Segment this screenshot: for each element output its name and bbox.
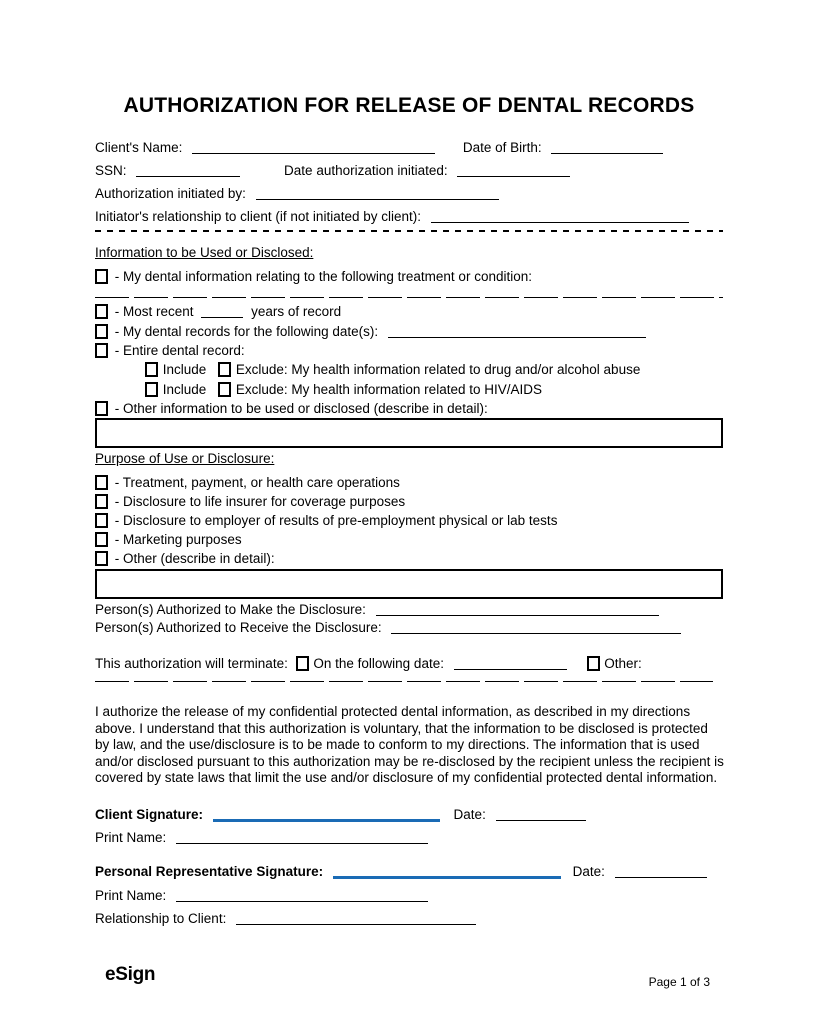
purpose-marketing-row [95, 532, 723, 547]
date-initiated-label: Date authorization initiated: [284, 163, 448, 178]
purpose-life-insurer-label: - Disclosure to life insurer for coverage purposes [114, 494, 406, 509]
initiator-relationship-row [95, 209, 723, 224]
initiator-relationship-field[interactable] [431, 210, 689, 223]
treatment-condition-row [95, 269, 723, 284]
terminate-other-label: Other: [604, 656, 642, 671]
client-signature-label: Client Signature: [95, 806, 204, 822]
purpose-marketing-label: - Marketing purposes [114, 532, 242, 547]
hiv-aids-row [95, 382, 723, 397]
client-print-name-row [95, 830, 723, 845]
representative-date-label: Date: [572, 863, 605, 879]
checkbox-purpose-employer[interactable] [95, 513, 108, 528]
ssn-field[interactable] [136, 164, 240, 177]
other-info-label: - Other information to be used or disclosed (describe in detail): [114, 401, 488, 416]
authorized-make-label: Person(s) Authorized to Make the Disclosure: [95, 602, 366, 617]
client-signature-field[interactable] [213, 809, 440, 822]
most-recent-label-post: years of record [251, 304, 342, 319]
treatment-condition-field[interactable] [95, 292, 723, 298]
checkbox-treatment-condition[interactable] [95, 269, 108, 284]
purpose-life-insurer-row [95, 494, 723, 509]
exclude-drug-alcohol-label: Exclude: My health information related to drug and/or alcohol abuse [235, 362, 641, 377]
purpose-other-label: - Other (describe in detail): [114, 551, 275, 566]
authorized-make-row [95, 602, 723, 617]
exclude-hiv-label: Exclude: My health information related to HIV/AIDS [235, 382, 542, 397]
include-hiv-label: Include [162, 382, 207, 397]
dashed-separator [95, 230, 723, 232]
client-print-name-label: Print Name: [95, 829, 167, 845]
authorized-receive-label: Person(s) Authorized to Receive the Disclosure: [95, 620, 382, 635]
other-info-textarea[interactable] [95, 418, 723, 448]
drug-alcohol-row [95, 362, 723, 377]
representative-print-name-field[interactable] [176, 889, 428, 902]
most-recent-row [95, 304, 723, 319]
checkbox-exclude-hiv[interactable] [218, 382, 231, 397]
terminate-date-field[interactable] [454, 657, 567, 670]
purpose-employer-label: - Disclosure to employer of results of pre-employment physical or lab tests [114, 513, 558, 528]
client-date-label: Date: [453, 806, 486, 822]
purpose-treatment-label: - Treatment, payment, or health care operations [114, 475, 400, 490]
entire-record-label: - Entire dental record: [114, 343, 245, 358]
client-name-label: Client's Name: [95, 140, 183, 155]
checkbox-most-recent[interactable] [95, 304, 108, 319]
terminate-other-field[interactable] [95, 676, 713, 682]
checkbox-other-info[interactable] [95, 401, 108, 416]
initiated-by-field[interactable] [256, 187, 499, 200]
authorized-receive-field[interactable] [391, 621, 681, 634]
header-fields [95, 140, 723, 224]
most-recent-label-pre: - Most recent [114, 304, 194, 319]
esign-logo: eSign [105, 964, 156, 985]
termination-label: This authorization will terminate: [95, 656, 288, 671]
representative-signature-row [95, 864, 723, 879]
client-print-name-field[interactable] [176, 831, 428, 844]
purpose-employer-row [95, 513, 723, 528]
checkbox-entire-record[interactable] [95, 343, 108, 358]
dob-label: Date of Birth: [462, 140, 542, 155]
initiator-relationship-label: Initiator's relationship to client (if not initiated by client): [95, 209, 421, 224]
checkbox-include-hiv[interactable] [145, 382, 158, 397]
checkbox-records-dates[interactable] [95, 324, 108, 339]
representative-signature-label: Personal Representative Signature: [95, 863, 324, 879]
representative-date-field[interactable] [615, 865, 707, 878]
date-initiated-field[interactable] [457, 164, 570, 177]
checkbox-terminate-on-date[interactable] [296, 656, 309, 671]
other-info-row [95, 401, 723, 416]
checkbox-purpose-treatment[interactable] [95, 475, 108, 490]
records-dates-row [95, 324, 723, 339]
purpose-other-row [95, 551, 723, 566]
client-date-field[interactable] [496, 808, 586, 821]
relationship-field[interactable] [236, 912, 476, 925]
checkbox-purpose-life-insurer[interactable] [95, 494, 108, 509]
info-section-heading: Information to be Used or Disclosed: [95, 245, 314, 260]
authorized-receive-row [95, 620, 723, 635]
checkbox-purpose-marketing[interactable] [95, 532, 108, 547]
initiated-by-label: Authorization initiated by: [95, 186, 246, 201]
representative-print-name-label: Print Name: [95, 887, 167, 903]
dob-field[interactable] [551, 141, 663, 154]
relationship-label: Relationship to Client: [95, 910, 227, 926]
representative-signature-field[interactable] [333, 866, 561, 879]
checkbox-terminate-other[interactable] [587, 656, 600, 671]
checkbox-exclude-drug-alcohol[interactable] [218, 362, 231, 377]
terminate-on-date-label: On the following date: [313, 656, 444, 671]
ssn-row [95, 163, 723, 178]
ssn-label: SSN: [95, 163, 127, 178]
page-indicator: Page 1 of 3 [648, 975, 710, 989]
relationship-row [95, 911, 723, 926]
treatment-condition-label: - My dental information relating to the following treatment or condition: [114, 269, 532, 284]
page-title: AUTHORIZATION FOR RELEASE OF DENTAL RECORDS [123, 94, 695, 117]
purpose-treatment-row [95, 475, 723, 490]
records-dates-label: - My dental records for the following date(s): [114, 324, 379, 339]
client-signature-row [95, 807, 723, 822]
most-recent-years-field[interactable] [201, 305, 243, 318]
entire-record-row [95, 343, 723, 358]
checkbox-purpose-other[interactable] [95, 551, 108, 566]
purpose-section-heading: Purpose of Use or Disclosure: [95, 451, 275, 466]
include-drug-alcohol-label: Include [162, 362, 207, 377]
authorization-paragraph: I authorize the release of my confidential protected dental information, as described in my directions above. I understand that this authorization is voluntary, that the information to be disclosed is protected by law, and the use/disclosure is to be made to conform to my directions. The information that is used and/or disclosed pursuant to this authorization may be re-disclosed by the recipient unless the recipient is covered by state laws that limit the use and/or disclosure of my confidential protected dental information. [95, 704, 724, 785]
checkbox-include-drug-alcohol[interactable] [145, 362, 158, 377]
termination-row [95, 656, 723, 671]
authorized-make-field[interactable] [376, 603, 659, 616]
representative-print-name-row [95, 888, 723, 903]
initiated-by-row [95, 186, 723, 201]
purpose-other-textarea[interactable] [95, 569, 723, 599]
records-dates-field[interactable] [388, 325, 646, 338]
client-name-row [95, 140, 723, 155]
client-name-field[interactable] [192, 141, 435, 154]
